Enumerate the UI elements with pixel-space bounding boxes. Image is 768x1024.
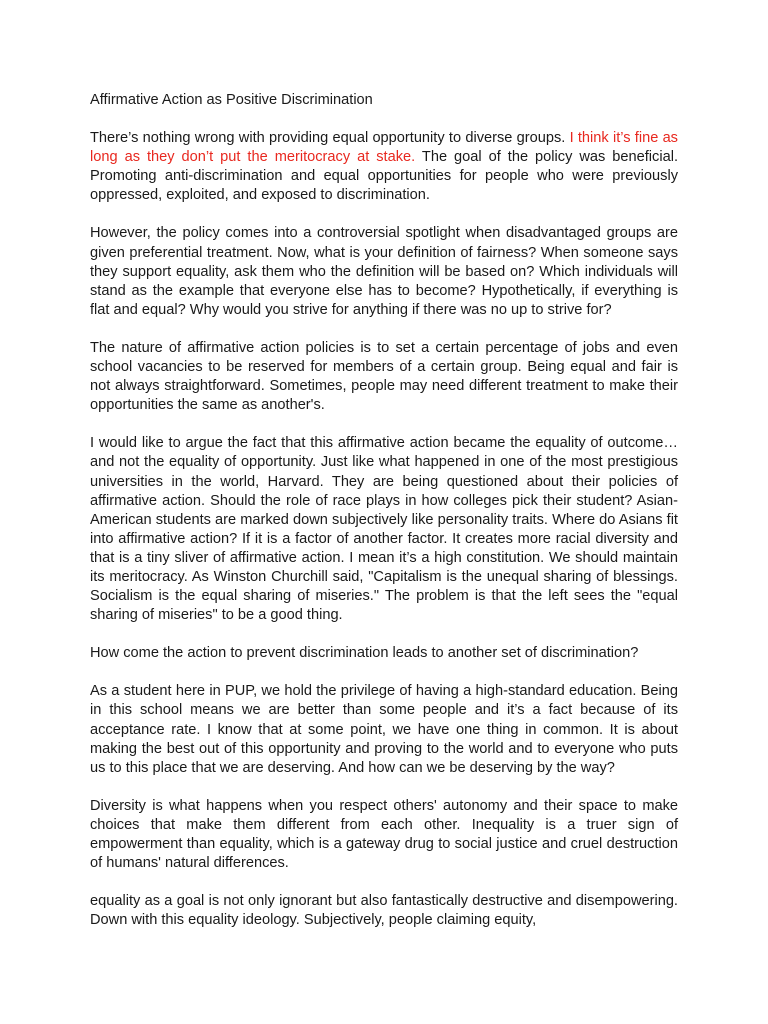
paragraph-5: How come the action to prevent discrimination leads to another set of discrimination? (90, 645, 639, 662)
paragraph-3: The nature of affirmative action policies is to set a certain percentage of jobs and even school vacancies to be reserved for members of a certain group. Being equal and fair is not always straightforward. Sometimes, people may need different treatment to make their opportunities the same as another's. (90, 339, 678, 414)
document-page (90, 91, 678, 949)
paragraph-1 (90, 129, 678, 205)
paragraph-1-text: There’s nothing wrong with providing equal opportunity to diverse groups. (90, 130, 570, 147)
paragraph-6: As a student here in PUP, we hold the privilege of having a high-standard education. Being in this school means we are better than some people and it’s a fact because of its acceptance rate. I know that at some point, we have one thing in common. It is about making the best out of this opportunity and proving to the world and to everyone who puts us to this place that we are deserving. And how can we be deserving by the way? (90, 683, 678, 776)
paragraph-1-text-end: The goal of the policy was beneficial. Promoting anti-discrimination and equal opportunities for people who were previously oppressed, exploited, and exposed to discrimination. (90, 149, 678, 204)
paragraph-4: I would like to argue the fact that this affirmative action became the equality of outcome… and not the equality of opportunity. Just like what happened in one of the most prestigious universities in the world, Harvard. They are being questioned about their policies of affirmative action. Should the role of race plays in how colleges pick their student? Asian-American students are marked down subjectively like personality traits. Where do Asians fit into affirmative action? If it is a factor of another factor. It creates more racial diversity and that is a tiny sliver of affirmative action. I mean it’s a high constitution. We should maintain its meritocracy. As Winston Churchill said, "Capitalism is the unequal sharing of blessings. Socialism is the equal sharing of miseries." The problem is that the left sees the "equal sharing of miseries" to be a good thing. (90, 435, 678, 624)
document-title: Affirmative Action as Positive Discrimination (90, 92, 373, 108)
highlighted-sentence: I think it’s fine as long as they don’t put the meritocracy at stake. (90, 130, 678, 166)
paragraph-8: equality as a goal is not only ignorant but also fantastically destructive and disempowering. Down with this equality ideology. Subjectively, people claiming equity, (90, 893, 678, 929)
paragraph-2: However, the policy comes into a controversial spotlight when disadvantaged groups are given preferential treatment. Now, what is your definition of fairness? When someone says they support equality, ask them who the definition will be based on? Which individuals will stand as the example that everyone else has to become? Hypothetically, if everything is flat and equal? Why would you strive for anything if there was no up to strive for? (90, 225, 678, 318)
paragraph-7: Diversity is what happens when you respect others' autonomy and their space to make choices that make them different from each other. Inequality is a truer sign of empowerment than equality, which is a gateway drug to social justice and cruel destruction of humans' natural differences. (90, 797, 678, 872)
